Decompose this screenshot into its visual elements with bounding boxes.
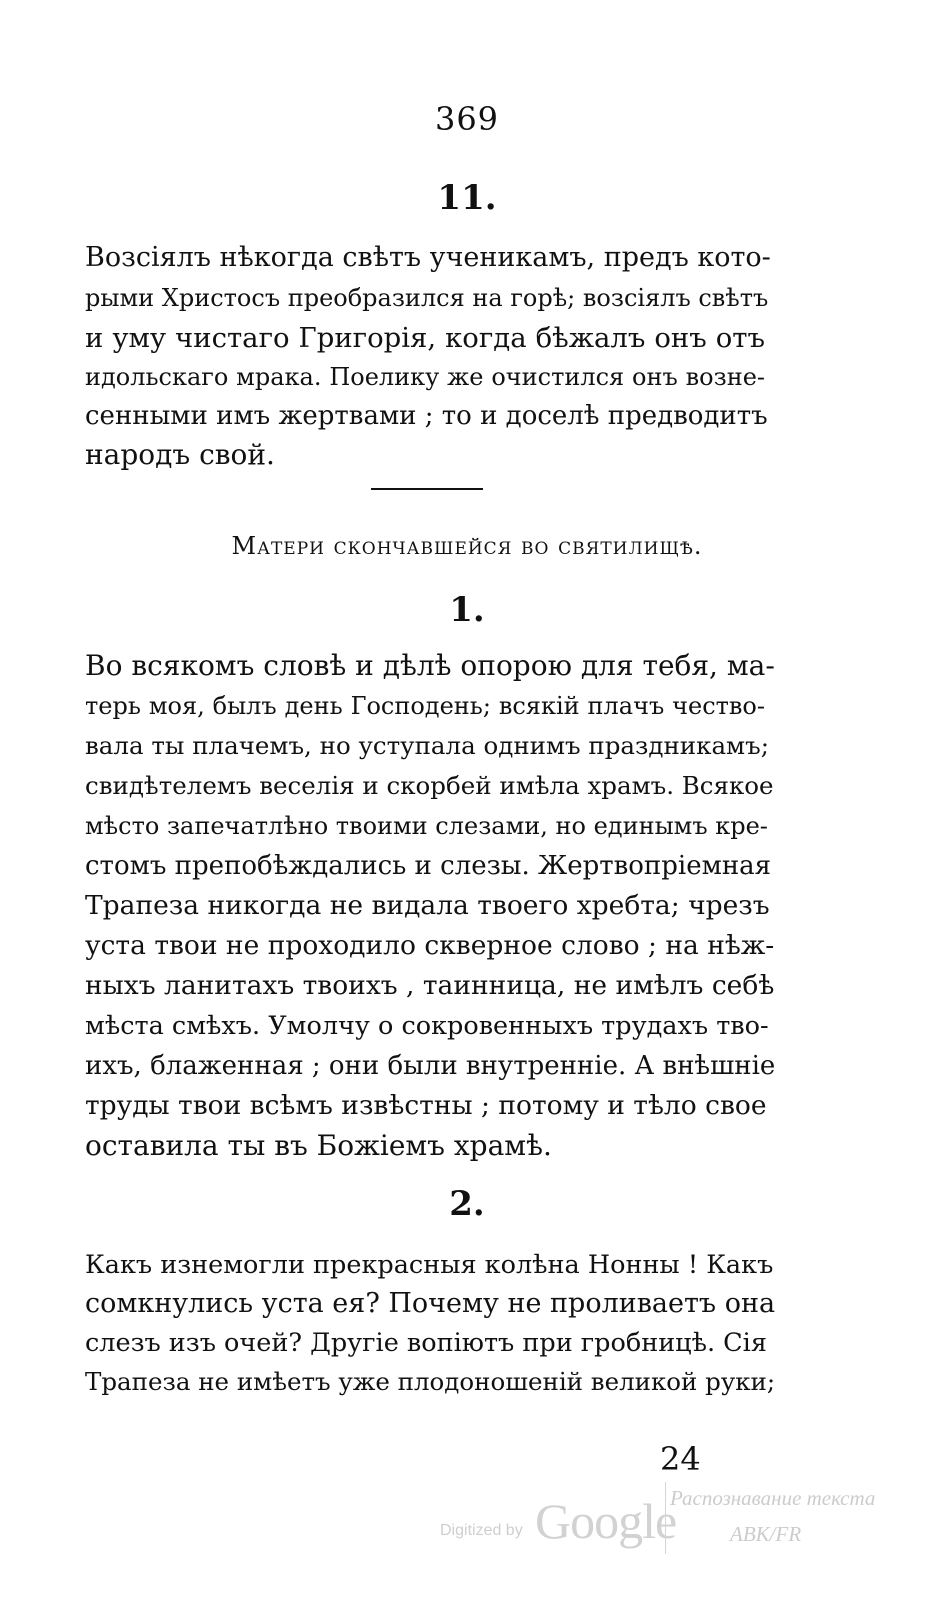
- page-number: 369: [434, 100, 500, 138]
- text-line: терь моя, былъ день Господень; всякій плачъ чество-: [85, 692, 765, 720]
- section-number-11: 11.: [437, 178, 497, 218]
- text-line: мѣсто запечатлѣно твоими слезами, но единымъ кре-: [85, 812, 768, 840]
- section-number-2: 2.: [449, 1184, 485, 1224]
- poem-heading: Матери скончавшейся во святилищѣ.: [231, 532, 703, 560]
- text-line: рыми Христосъ преобразился на горѣ; возсіялъ свѣтъ: [85, 284, 769, 312]
- text-line: свидѣтелемъ веселія и скорбей имѣла храмъ. Всякое: [85, 771, 774, 800]
- text-line: сенными имъ жертвами ; то и доселѣ предводитъ: [85, 401, 768, 431]
- text-line: стомъ препобѣждались и слезы. Жертвопріемная: [85, 851, 772, 881]
- watermark-divider: [665, 1482, 666, 1554]
- digitized-by-label: Digitized by: [440, 1522, 523, 1539]
- section-number-1: 1.: [449, 590, 485, 630]
- text-line: ихъ, блаженная ; они были внутренніе. А внѣшніе: [85, 1051, 776, 1081]
- ocr-credit-author: ABK/FR: [730, 1522, 802, 1546]
- text-line: Трапеза никогда не видала твоего хребта; чрезъ: [85, 890, 770, 921]
- text-line: Во всякомъ словѣ и дѣлѣ опорою для тебя, ма-: [85, 649, 775, 682]
- text-line: народъ свой.: [85, 438, 275, 471]
- text-line: ныхъ ланитахъ твоихъ , таинница, не имѣлъ себѣ: [85, 970, 775, 1001]
- text-line: труды твои всѣмъ извѣстны ; потому и тѣло свое: [85, 1090, 767, 1121]
- text-line: слезъ изъ очей? Другіе вопіютъ при гробницѣ. Сія: [85, 1328, 767, 1358]
- text-line: Трапеза не имѣетъ уже плодоношеній великой руки;: [85, 1367, 776, 1396]
- google-logo: Google: [535, 1493, 677, 1549]
- text-line: сомкнулись уста ея? Почему не проливаетъ она: [85, 1288, 776, 1319]
- text-line: Возсіялъ нѣкогда свѣтъ ученикамъ, предъ кото-: [85, 242, 771, 273]
- text-line: Какъ изнемогли прекрасныя колѣна Нонны ! Какъ: [85, 1250, 774, 1280]
- digitization-watermark: [440, 1472, 920, 1592]
- text-line: мѣста смѣхъ. Умолчу о сокровенныхъ трудахъ тво-: [85, 1011, 769, 1041]
- ocr-credit-label: Распознавание текста: [670, 1486, 876, 1510]
- section-divider: [371, 488, 483, 490]
- signature-mark: 24: [660, 1440, 701, 1478]
- text-line: уста твои не проходило скверное слово ; на нѣж-: [85, 930, 775, 961]
- text-line: вала ты плачемъ, но уступала однимъ праздникамъ;: [85, 731, 769, 760]
- text-line: и уму чистаго Григорія, когда бѣжалъ онъ отъ: [85, 322, 765, 354]
- text-line: оставила ты въ Божіемъ храмѣ.: [85, 1129, 552, 1162]
- text-line: идольскаго мрака. Поелику же очистился онъ возне-: [85, 363, 765, 391]
